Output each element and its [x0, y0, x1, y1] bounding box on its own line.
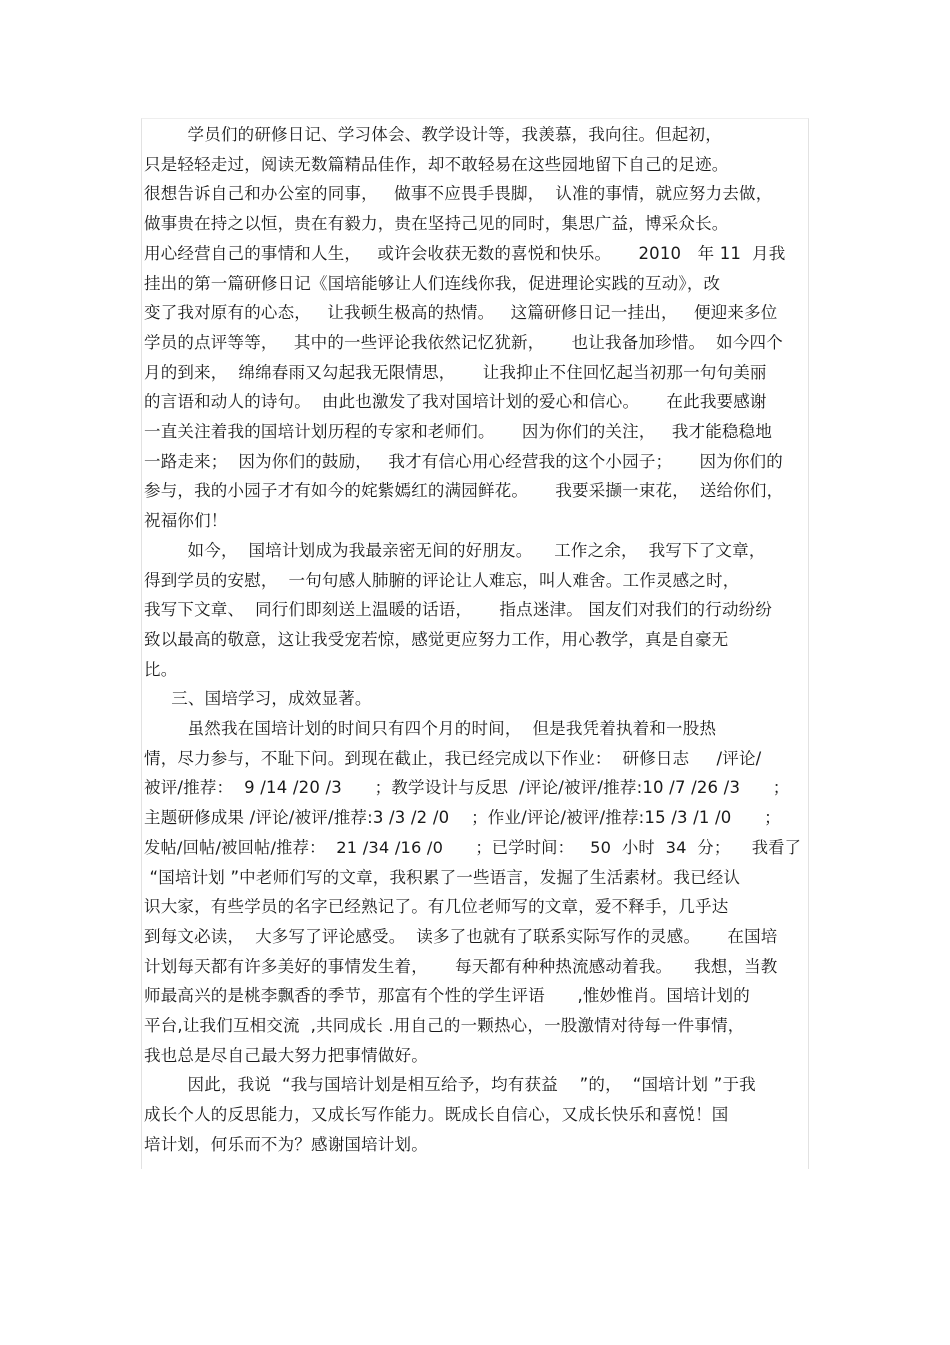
- text-line: 发帖/回帖/被回帖/推荐： 21 /34 /16 /0 ；已学时间： 50 小时 34 分； 我看了: [144, 837, 802, 857]
- text-line: 培计划，何乐而不为？感谢国培计划。: [144, 1134, 428, 1154]
- text-line: 月的到来， 绵绵春雨又勾起我无限情思， 让我抑止不住回忆起当初那一句句美丽: [144, 362, 767, 382]
- text-line: 用心经营自己的事情和人生， 或许会收获无数的喜悦和快乐。 2010 年 11 月我: [144, 243, 786, 263]
- text-line: 虽然我在国培计划的时间只有四个月的时间， 但是我凭着执着和一股热: [144, 719, 717, 738]
- text-line: 情，尽力参与，不耻下问。到现在截止，我已经完成以下作业： 研修日志 /评论/: [144, 748, 762, 768]
- text-line: 识大家，有些学员的名字已经熟记了。有几位老师写的文章，爱不释手，几乎达: [144, 897, 729, 917]
- text-line: 计划每天都有许多美好的事情发生着， 每天都有种种热流感动着我。 我想，当教: [144, 956, 778, 976]
- text-line: 的言语和动人的诗句。 由此也激发了我对国培计划的爱心和信心。 在此我要感谢: [144, 392, 767, 412]
- text-line: 一直关注着我的国培计划历程的专家和老师们。 因为你们的关注， 我才能稳稳地: [144, 422, 773, 441]
- text-line: 很想告诉自己和办公室的同事， 做事不应畏手畏脚， 认准的事情，就应努力去做，: [144, 184, 773, 204]
- text-line: 比。: [144, 659, 178, 679]
- text-line: 平台,让我们互相交流 ,共同成长 .用自己的一颗热心，一股激情对待每一件事情，: [144, 1016, 745, 1035]
- text-line: 学员的点评等等， 其中的一些评论我依然记忆犹新， 也让我备加珍惜。 如今四个: [144, 332, 783, 352]
- text-line: 师最高兴的是桃李飘香的季节，那富有个性的学生评语 ,惟妙惟肖。国培计划的: [144, 986, 750, 1006]
- text-line: 学员们的研修日记、学习体会、教学设计等，我羡慕，我向往。但起初，: [144, 125, 722, 144]
- text-line: “国培计划 ”中老师们写的文章，我积累了一些语言，发掘了生活素材。我已经认: [144, 867, 741, 887]
- text-line: 参与，我的小园子才有如今的姹紫嫣红的满园鲜花。 我要采撷一束花， 送给你们，: [144, 481, 784, 501]
- text-line: 只是轻轻走过，阅读无数篇精品佳作，却不敢轻易在这些园地留下自己的足迹。: [144, 154, 729, 174]
- text-line: 三、国培学习，成效显著。: [144, 689, 372, 709]
- text-line: 我写下文章、 同行们即刻送上温暖的话语， 指点迷津。 国友们对我们的行动纷纷: [144, 600, 773, 620]
- text-line: 得到学员的安慰， 一句句感人肺腑的评论让人难忘，叫人难舍。工作灵感之时，: [144, 570, 740, 590]
- text-line: 做事贵在持之以恒，贵在有毅力，贵在坚持己见的同时，集思广益，博采众长。: [144, 214, 729, 234]
- text-line: 我也总是尽自己最大努力把事情做好。: [144, 1045, 428, 1065]
- text-line: 被评/推荐： 9 /14 /20 /3 ；教学设计与反思 /评论/被评/推荐:10 /7 /26 /3 ；: [144, 778, 790, 798]
- text-line: 祝福你们！: [144, 511, 228, 531]
- text-line: 一路走来； 因为你们的鼓励， 我才有信心用心经营我的这个小园子； 因为你们的: [144, 451, 783, 471]
- text-line: 到每文必读， 大多写了评论感受。 读多了也就有了联系实际写作的灵感。 在国培: [144, 926, 778, 946]
- text-line: 成长个人的反思能力，又成长写作能力。既成长自信心，又成长快乐和喜悦！国: [144, 1105, 729, 1125]
- text-line: 变了我对原有的心态， 让我顿生极高的热情。 这篇研修日记一挂出， 便迎来多位: [144, 303, 778, 323]
- text-line: 致以最高的敬意，这让我受宠若惊，感觉更应努力工作，用心教学，真是自豪无: [144, 629, 729, 649]
- text-line: 如今， 国培计划成为我最亲密无间的好朋友。 工作之余， 我写下了文章，: [144, 540, 766, 560]
- text-line: 主题研修成果 /评论/被评/推荐:3 /3 /2 /0 ；作业/评论/被评/推荐:15 /3 /1 /0 ；: [144, 808, 781, 828]
- text-line: 挂出的第一篇研修日记《国培能够让人们连线你我，促进理论实践的互动》，改: [144, 273, 721, 293]
- text-line: 因此，我说 “我与国培计划是相互给予，均有获益 ”的， “国培计划 ”于我: [144, 1075, 756, 1095]
